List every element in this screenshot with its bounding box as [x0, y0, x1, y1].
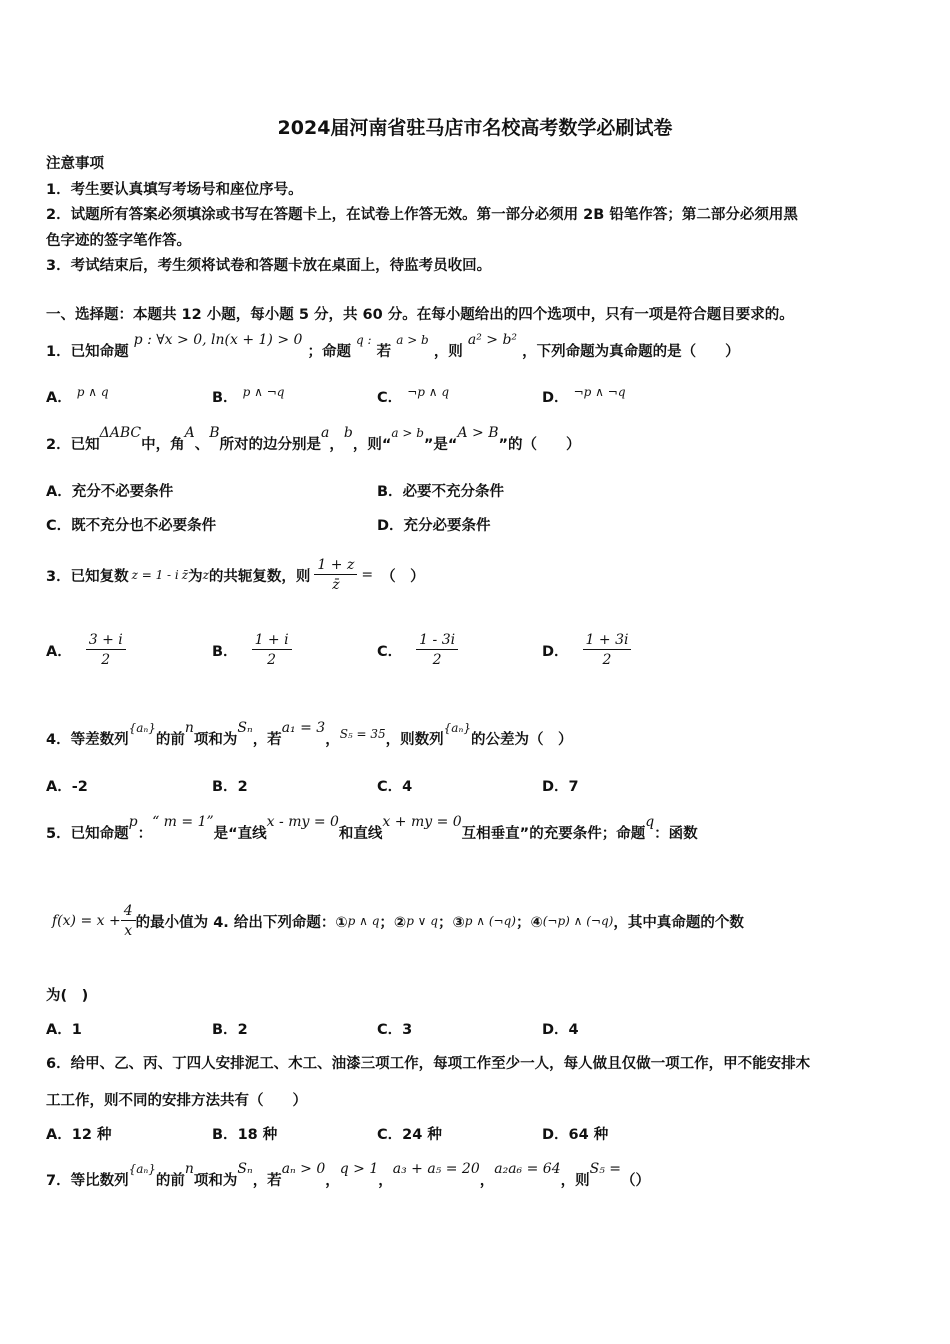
q4-option-d[interactable]: D．7 [542, 779, 579, 795]
q1-if: 若 [376, 344, 392, 360]
q2-option-b[interactable]: B．必要不充分条件 [377, 484, 505, 500]
q1-option-c[interactable]: C． $^{\neg p \wedge q}$ [377, 385, 450, 406]
question-7: 7．等比数列$^{\{a_n\}}$的前n项和为Sₙ，若aₙ > 0，q > 1，a₃ + a₅ = 20，a₂a₆ = 64，则S₅ =（） [46, 1161, 651, 1189]
question-1 [46, 332, 740, 361]
q2-option-d[interactable]: D．充分必要条件 [377, 518, 491, 534]
q1-result: a² > b² [467, 332, 518, 348]
notice-item: 3．考试结束后，考生须将试卷和答题卡放在桌面上，待监考员收回。 [46, 258, 492, 274]
q6-option-a[interactable]: A．12 种 [46, 1127, 112, 1143]
q2-triangle: ΔABC [99, 425, 142, 441]
q4-option-b[interactable]: B．2 [212, 779, 248, 795]
question-4: 4．等差数列$^{\{a_n\}}$的前n项和为Sₙ，若a₁ = 3，$^{S_5 = 35}$，则数列$^{\{a_n\}}$的公差为（ ） [46, 720, 573, 748]
question-2: 2．已知ΔABC中，角A、B所对的边分别是a，b，则“$^{a > b}$”是“A > B”的（ ） [46, 425, 581, 453]
q3-fraction: $\frac{1 + z}{z̄}$ [314, 557, 357, 593]
q5-option-a[interactable]: A．1 [46, 1022, 82, 1038]
question-3: 3．已知复数 z = 1 - i z̄ 为 z 的共轭复数，则 $\frac{1 + z}{z̄}$ = （ ） [46, 557, 425, 593]
page-title: 2024届河南省驻马店市名校高考数学必刷试卷 [277, 117, 673, 139]
q1-option-d[interactable]: D． $^{\neg p \wedge \neg q}$ [542, 385, 626, 406]
notice-item: 2．试题所有答案必须填涂或书写在答题卡上，在试卷上作答无效。第一部分必须用 2B 铅笔作答；第二部分必须用黑 [46, 207, 798, 223]
q5-option-d[interactable]: D．4 [542, 1022, 579, 1038]
notice-heading: 注意事项 [46, 156, 104, 172]
q1-mid: ；命题 [307, 344, 351, 360]
q2-option-c[interactable]: C．既不充分也不必要条件 [46, 518, 217, 534]
question-6: 6．给甲、乙、丙、丁四人安排泥工、木工、油漆三项工作，每项工作至少一人，每人做且仅做一项工作，甲不能安排木 [46, 1056, 811, 1072]
q1-proposition-p: p : ∀x > 0, ln(x + 1) > 0 [133, 332, 303, 348]
q4-option-c[interactable]: C．4 [377, 779, 413, 795]
question-5-line-2: f(x) = x + $\frac{4}{x}$ 的最小值为 4. 给出下列命题：① p ∧ q ；② p ∨ q ；③ p ∧ (¬q) ；④ (¬p) ∧ (¬q) ，其中真命题的个数 [52, 903, 744, 939]
section-heading: 一、选择题：本题共 12 小题，每小题 5 分，共 60 分。在每小题给出的四个选项中，只有一项是符合题目要求的。 [46, 307, 794, 323]
q2-option-a[interactable]: A．充分不必要条件 [46, 484, 174, 500]
q4-option-a[interactable]: A．-2 [46, 779, 88, 795]
q3-option-d[interactable]: D． $\frac{1 + 3i}{2}$ [542, 632, 631, 668]
question-5: 5．已知命题p：“ m = 1”是“直线x - my = 0和直线x + my = 0互相垂直”的充要条件；命题q：函数 [46, 814, 698, 842]
q6-option-b[interactable]: B．18 种 [212, 1127, 278, 1143]
q1-prefix: 1．已知命题 [46, 344, 129, 360]
q5-option-b[interactable]: B．2 [212, 1022, 248, 1038]
q6-option-d[interactable]: D．64 种 [542, 1127, 609, 1143]
q1-option-a[interactable]: A． $^{p \wedge q}$ [46, 385, 109, 406]
q5-option-c[interactable]: C．3 [377, 1022, 413, 1038]
notice-item: 1．考生要认真填写考场号和座位序号。 [46, 182, 303, 198]
q1-proposition-q: q : [356, 333, 372, 347]
q1-then: ，则 [433, 344, 463, 360]
q3-option-b[interactable]: B． $\frac{1 + i}{2}$ [212, 632, 292, 668]
q1-condition: a > b [396, 333, 429, 347]
q1-option-b[interactable]: B． $^{p \wedge \neg q}$ [212, 385, 285, 406]
q1-tail: ，下列命题为真命题的是（ ） [522, 344, 740, 360]
question-5-line-3: 为( ) [46, 988, 89, 1004]
notice-item: 色字迹的签字笔作答。 [46, 233, 191, 249]
q3-option-c[interactable]: C． $\frac{1 - 3i}{2}$ [377, 632, 458, 668]
question-6-line-2: 工工作，则不同的安排方法共有（ ） [46, 1093, 307, 1109]
q6-option-c[interactable]: C．24 种 [377, 1127, 442, 1143]
q3-option-a[interactable]: A． $\frac{3 + i}{2}$ [46, 632, 126, 668]
